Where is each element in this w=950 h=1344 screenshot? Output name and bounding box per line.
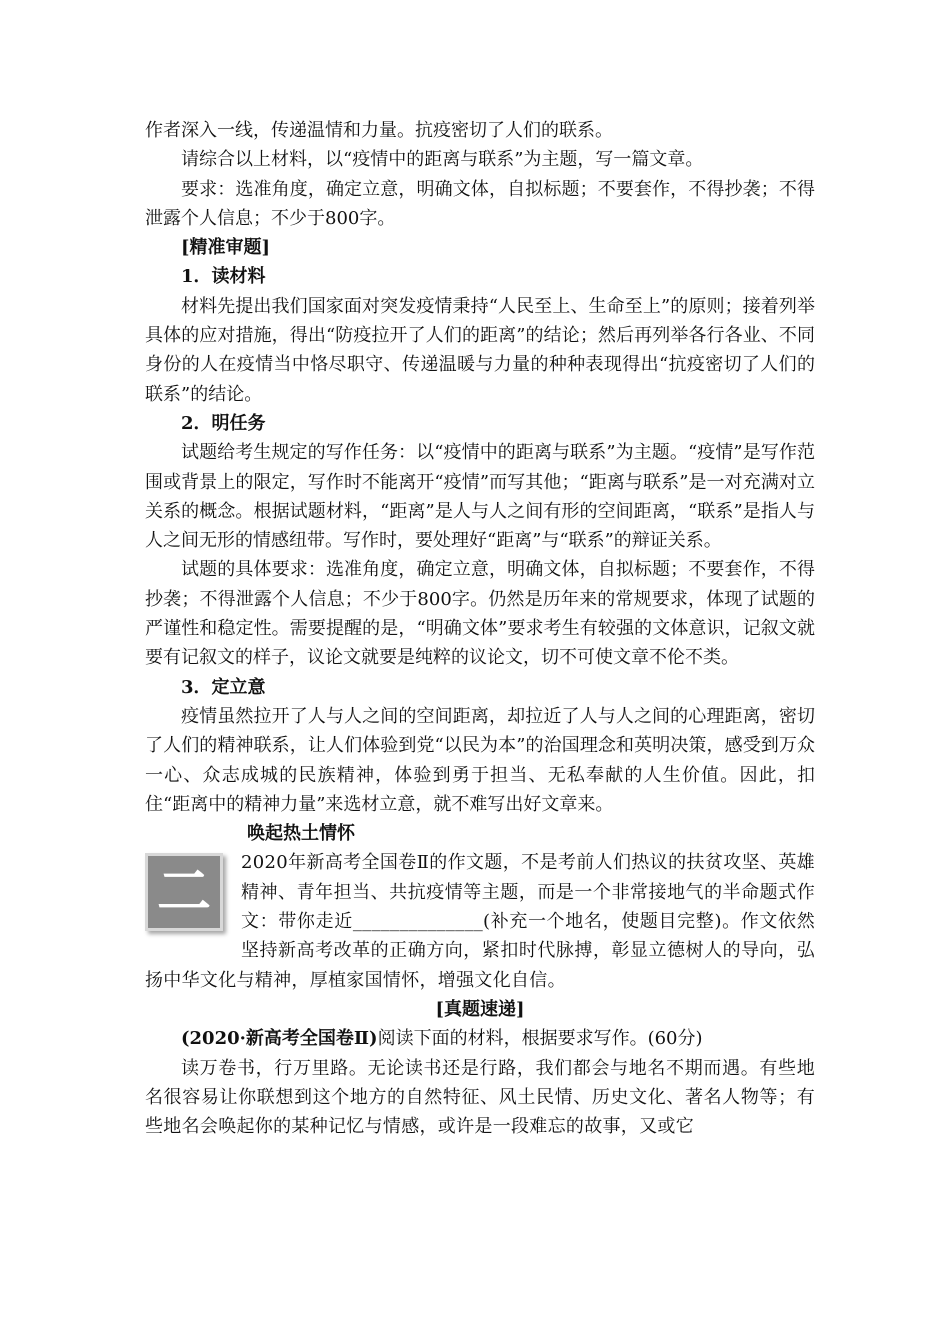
- subheading-real-exam: [真题速递]: [435, 998, 525, 1020]
- paragraph: 材料先提出我们国家面对突发疫情秉持“人民至上、生命至上”的原则；接着列举具体的应对措施，得出“防疫拉开了人们的距离”的结论；然后再列举各行各业、不同身份的人在疫情当中恪尽职守、传递温暖与力量的种种表现得出“抗疫密切了人们的联系”的结论。: [145, 295, 815, 405]
- exam-source: (2020·新高考全国卷Ⅱ): [181, 1028, 378, 1050]
- paragraph: 疫情虽然拉开了人与人之间的空间距离，却拉近了人与人之间的心理距离，密切了人们的精神联系，让人们体验到党“以民为本”的治国理念和英明决策，感受到万众一心、众志成城的民族精神，体验到勇于担当、无私奉献的人生价值。因此，扣住“距离中的精神力量”来选材立意，就不难写出好文章来。: [145, 705, 815, 815]
- paragraph: 试题给考生规定的写作任务：以“疫情中的距离与联系”为主题。“疫情”是写作范围或背景上的限定，写作时不能离开“疫情”而写其他；“距离与联系”是一对充满对立关系的概念。根据试题材料，“距离”是人与人之间有形的空间距离，“联系”是指人与人之间无形的情感纽带。写作时，要处理好“距离”与“联系”的辩证关系。: [145, 442, 815, 552]
- exam-material: 读万卷书，行万里路。无论读书还是行路，我们都会与地名不期而遇。有些地名很容易让你联想到这个地方的自然特征、风土民情、历史文化、著名人物等；有些地名会唤起你的某种记忆与情感，或许是一段难忘的故事，又或它: [145, 1057, 815, 1138]
- section-number: 二: [145, 853, 223, 931]
- paragraph: 要求：选准角度，确定立意，明确文体，自拟标题；不要套作，不得抄袭；不得泄露个人信息；不少于800字。: [145, 178, 815, 229]
- heading-task: 2．明任务: [181, 412, 266, 434]
- document-page: [145, 116, 815, 1141]
- paragraph: 请综合以上材料，以“疫情中的距离与联系”为主题，写一篇文章。: [181, 149, 704, 171]
- heading-theme: 3．定立意: [181, 676, 266, 698]
- paragraph: 作者深入一线，传递温情和力量。抗疫密切了人们的联系。: [145, 120, 613, 141]
- section-title: 唤起热土情怀: [247, 823, 355, 845]
- section-heading-review: [精准审题]: [181, 237, 271, 259]
- section-intro: 2020年新高考全国卷Ⅱ的作文题，不是考前人们热议的扶贫攻坚、英雄精神、青年担当、共抗疫情等主题，而是一个非常接地气的半命题式作文：带你走近______________(补充一个地名，使题目完整)。作文依然坚持新高考改革的正确方向，紧扣时代脉搏，彰显立德树人的导向，弘扬中华文化与精神，厚植家国情怀，增强文化自信。: [145, 852, 815, 991]
- paragraph: 试题的具体要求：选准角度，确定立意，明确文体，自拟标题；不要套作，不得抄袭；不得泄露个人信息；不少于800字。仍然是历年来的常规要求，体现了试题的严谨性和稳定性。需要提醒的是，“明确文体”要求考生有较强的文体意识，记叙文就要有记叙文的样子，议论文就要是纯粹的议论文，切不可使文章不伦不类。: [145, 559, 815, 669]
- section-two: [145, 819, 815, 995]
- section-number-badge: [145, 853, 227, 935]
- exam-instruction: 阅读下面的材料，根据要求写作。(60分): [377, 1028, 703, 1050]
- exam-source-line: [145, 1024, 815, 1053]
- heading-read-material: 1．读材料: [181, 266, 266, 288]
